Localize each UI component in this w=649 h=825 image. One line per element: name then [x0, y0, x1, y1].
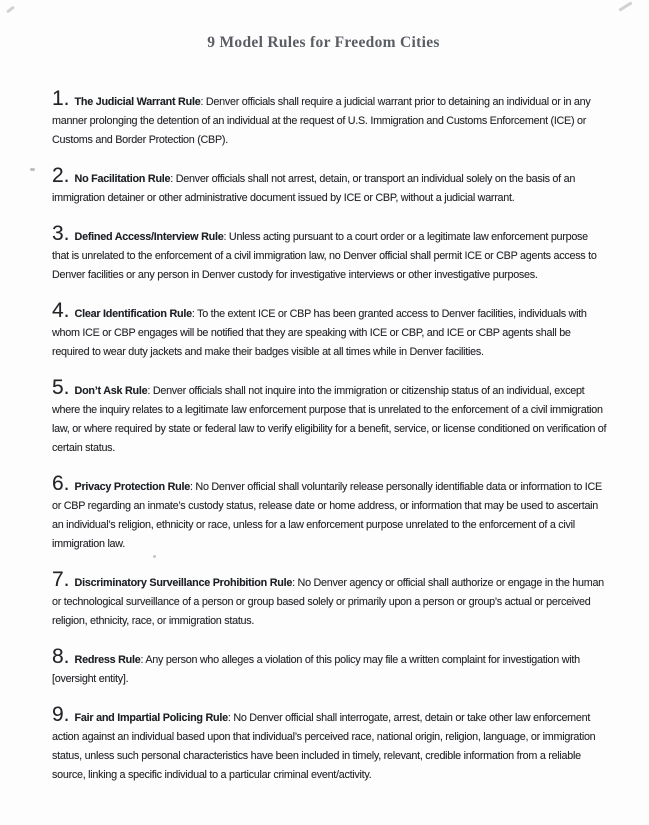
rule-body: : No Denver official shall voluntarily release personally identifiable data or information to ICE or CBP regarding an inmate’s custody status, release date or home address, or information that may be used to ascertain an individual’s religion, ethnicity or race, unless for a law enforcement purpose unrelated to the enforcement of a civil immigration law.	[52, 481, 602, 550]
rule-body: : Denver officials shall not inquire into the immigration or citizenship status of an individual, except where the inquiry relates to a legitimate law enforcement purpose that is unrelated to the enforcement of a civil immigration law, or where required by state or federal law to verify eligibility for a benefit, service, or license conditioned on verification of certain status.	[52, 385, 607, 454]
rules-list	[52, 89, 607, 785]
rule-name: Don’t Ask Rule	[74, 385, 148, 397]
rule-body: : Any person who alleges a violation of this policy may file a written complaint for investigation with [oversight entity].	[52, 654, 580, 685]
rule-body: : No Denver official shall interrogate, arrest, detain or take other law enforcement action against an individual based upon that individual’s perceived race, national origin, religion, language, or immigration status, unless such personal characteristics have been included in timely, relevant, credible information from a reliable source, linking a specific individual to a particular criminal event/activity.	[52, 712, 596, 781]
rule-name: Discriminatory Surveillance Prohibition Rule	[74, 577, 293, 589]
rule-name: No Facilitation Rule	[74, 173, 171, 185]
rule-item	[52, 570, 607, 631]
rule-body: : No Denver agency or official shall authorize or engage in the human or technological surveillance of a person or group based solely or primarily upon a person or group’s actual or perceived religion, ethnicity, race, or immigration status.	[52, 577, 604, 627]
rule-item	[52, 89, 607, 150]
document-title: 9 Model Rules for Freedom Cities	[207, 34, 440, 51]
rule-name: Redress Rule	[74, 654, 141, 666]
rule-name: The Judicial Warrant Rule	[74, 96, 201, 108]
rule-number: 8.	[52, 645, 70, 668]
rule-number: 7.	[52, 568, 70, 591]
rule-number: 9.	[52, 703, 70, 726]
rule-number: 5.	[52, 376, 70, 399]
rule-number: 4.	[52, 299, 70, 322]
rule-item	[52, 224, 607, 285]
rule-name: Fair and Impartial Policing Rule	[74, 712, 228, 724]
rule-body: : Denver officials shall require a judicial warrant prior to detaining an individual or in any manner prolonging the detention of an individual at the request of U.S. Immigration and Customs Enforcement (ICE) or Customs and Border Protection (CBP).	[52, 96, 591, 146]
rule-body: : Unless acting pursuant to a court order or a legitimate law enforcement purpose that is unrelated to the enforcement of a civil immigration law, no Denver official shall permit ICE or CBP agents access to Denver facilities or any person in Denver custody for investigative interviews or other investigative purposes.	[52, 231, 597, 281]
rule-number: 6.	[52, 472, 70, 495]
rule-item	[52, 705, 607, 785]
rule-item	[52, 474, 607, 554]
rule-name: Clear Identification Rule	[74, 308, 192, 320]
rule-item	[52, 301, 607, 362]
rule-body: : To the extent ICE or CBP has been granted access to Denver facilities, individuals with whom ICE or CBP engages will be notified that they are speaking with ICE or CBP, and ICE or CBP agents shall be required to wear duty jackets and make their badges visible at all times while in Denver facilities.	[52, 308, 587, 358]
rule-number: 3.	[52, 222, 70, 245]
rule-name: Privacy Protection Rule	[74, 481, 190, 493]
rule-item	[52, 166, 607, 208]
rule-number: 2.	[52, 164, 70, 187]
rule-item	[52, 647, 607, 689]
rule-item	[52, 378, 607, 458]
rule-name: Defined Access/Interview Rule	[74, 231, 224, 243]
rule-number: 1.	[52, 87, 70, 110]
rule-body: : Denver officials shall not arrest, detain, or transport an individual solely on the basis of an immigration detainer or other administrative document issued by ICE or CBP, without a judicial warrant.	[52, 173, 576, 204]
